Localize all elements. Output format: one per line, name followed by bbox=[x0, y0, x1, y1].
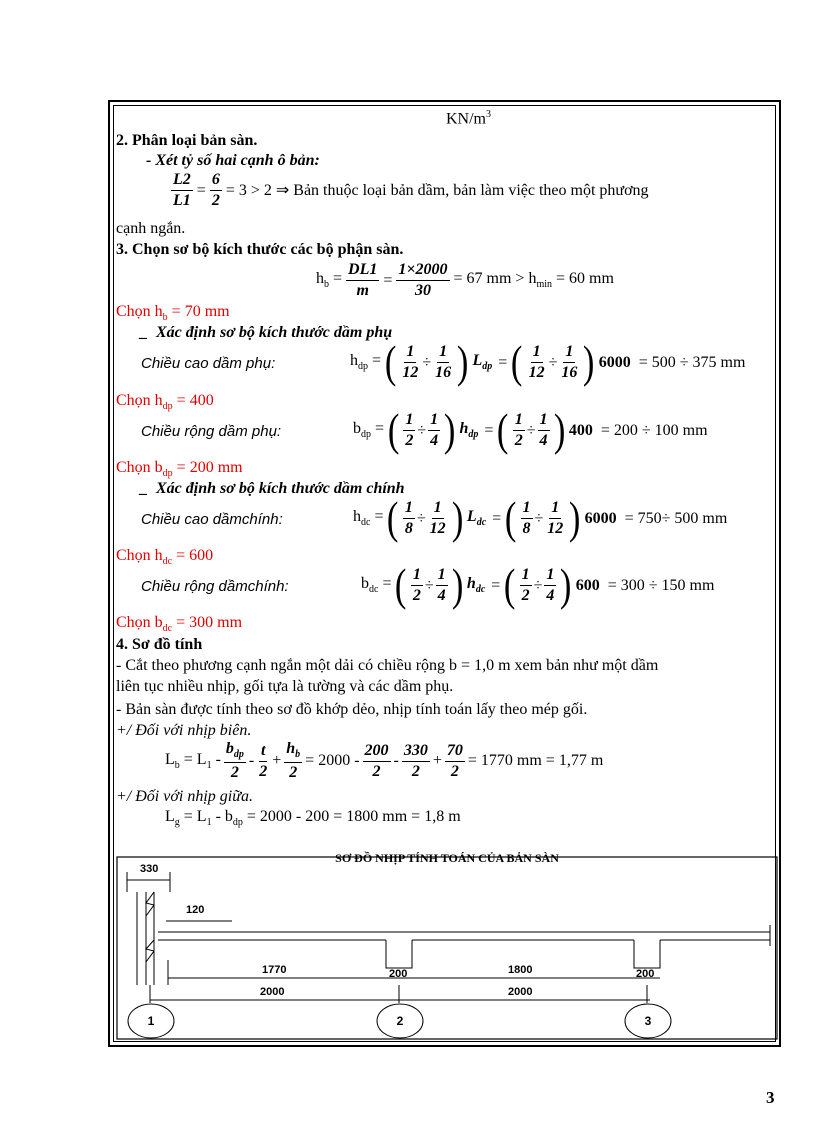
label-chieu-cao-dam-phu: Chiều cao dầm phụ: bbox=[141, 355, 276, 372]
axis-1-label: 1 bbox=[147, 1014, 155, 1028]
h-dp-formula: $h_{dp}$ = ( $\frac{1}{12}$ ÷ $\frac{1}{16}$ ) $L_{dp}$ = ( $\frac{1}{12}$ ÷ $\frac{1}{16}$ ) 6000 = 500 ÷ 375 mm bbox=[350, 336, 746, 388]
diagram-frame bbox=[117, 857, 777, 1039]
dim-330: 330 bbox=[140, 863, 159, 875]
section-4-title: 4. Sơ đồ tính bbox=[116, 636, 203, 653]
dim-1770: 1770 bbox=[262, 964, 287, 976]
dim-2000-b: 2000 bbox=[508, 986, 533, 998]
wall bbox=[137, 892, 154, 985]
sec4-para-2: liên tục nhiều nhịp, gối tựa là tường và các dầm phụ. bbox=[116, 678, 454, 695]
chon-bdp: Chọn $b_{dp} = 200$ mm bbox=[116, 459, 243, 480]
ratio-conclusion: cạnh ngắn. bbox=[116, 220, 186, 237]
beam-1 bbox=[386, 940, 412, 968]
section-3-title: 3. Chọn sơ bộ kích thước các bộ phận sàn. bbox=[116, 241, 404, 258]
beam-2 bbox=[634, 940, 660, 968]
lb-formula: $L_b = L_1$ - $\frac{b_{dp}}{2}$ - $\frac{t}{2}$ + $\frac{h_b}{2}$ = 2000 - $\frac{200}{2}$ - $\frac{330}{2}$ + $\frac{70}{2}$ = 1770 mm = 1,77 m bbox=[165, 740, 604, 782]
ratio-formula: $\frac{L2}{L1}$ = $\frac{6}{2}$ = 3 > 2 ⇒ Bản thuộc loại bản dầm, bản làm việc theo một phương bbox=[173, 171, 649, 209]
diagram-title: SƠ ĐỒ NHỊP TÍNH TOÁN CỦA BẢN SÀN bbox=[335, 851, 559, 865]
dim-200-a: 200 bbox=[389, 968, 408, 980]
sec4-para-3: - Bản sàn được tính theo sơ đồ khớp dẻo, nhịp tính toán lấy theo mép gối. bbox=[116, 701, 588, 718]
chon-bdc: Chọn $b_{dc} = 300$ mm bbox=[116, 614, 243, 635]
chon-hb: Chọn $h_b = 70$ mm bbox=[116, 303, 230, 324]
chon-hdc: Chọn $h_{dc} = 600$ bbox=[116, 547, 214, 568]
dim-120: 120 bbox=[186, 904, 205, 916]
page-number: 3 bbox=[766, 1088, 775, 1107]
dim-1800: 1800 bbox=[508, 964, 533, 976]
h-dc-formula: $h_{dc}$ = ( $\frac{1}{8}$ ÷ $\frac{1}{12}$ ) $L_{dc}$ = ( $\frac{1}{8}$ ÷ $\frac{1}{12}$ ) 6000 = 750÷ 500 mm bbox=[353, 492, 728, 544]
dim-200-b: 200 bbox=[636, 968, 655, 980]
lg-formula: $L_g = L_1 - b_{dp} = 2000 - 200 = 1800$ mm = 1,8 m bbox=[165, 808, 461, 829]
dam-chinh-heading: _ Xác định sơ bộ kích thước dầm chính bbox=[140, 480, 405, 497]
chon-hdp: Chọn $h_{dp} = 400$ bbox=[116, 392, 214, 413]
sec4-para-1: - Cắt theo phương cạnh ngắn một dải có chiều rộng b = 1,0 m xem bản như một dầm bbox=[116, 657, 659, 674]
axis-3-label: 3 bbox=[644, 1014, 652, 1028]
dim-2000-a: 2000 bbox=[260, 986, 285, 998]
section-2-subtitle: - Xét tỷ số hai cạnh ô bản: bbox=[146, 152, 320, 169]
nhip-giua-heading: +/ Đối với nhịp giữa. bbox=[116, 788, 253, 805]
section-2-title: 2. Phân loại bản sàn. bbox=[116, 132, 258, 149]
units-line: $KN/m^3$ bbox=[446, 109, 491, 128]
hb-formula: $h_b$ = $\frac{DL1}{m}$ = $\frac{1\times 2000}{30}$ = 67 mm > $h_{min} = 60$ mm bbox=[316, 261, 614, 299]
label-chieu-rong-dam-phu: Chiều rộng dầm phụ: bbox=[141, 423, 282, 440]
nhip-bien-heading: +/ Đối với nhịp biên. bbox=[116, 722, 252, 739]
axis-2-label: 2 bbox=[396, 1014, 404, 1028]
dam-phu-heading: _ Xác định sơ bộ kích thước dầm phụ bbox=[140, 324, 393, 341]
b-dp-formula: $b_{dp}$ = ( $\frac{1}{2}$ ÷ $\frac{1}{4}$ ) $h_{dp}$ = ( $\frac{1}{2}$ ÷ $\frac{1}{4}$ ) 400 = 200 ÷ 100 mm bbox=[353, 404, 708, 456]
label-chieu-rong-dam-chinh: Chiều rộng dầmchính: bbox=[141, 578, 289, 595]
b-dc-formula: $b_{dc}$ = ( $\frac{1}{2}$ ÷ $\frac{1}{4}$ ) $h_{dc}$ = ( $\frac{1}{2}$ ÷ $\frac{1}{4}$ ) 600 = 300 ÷ 150 mm bbox=[361, 559, 715, 611]
label-chieu-cao-dam-chinh: Chiều cao dầmchính: bbox=[141, 511, 283, 528]
